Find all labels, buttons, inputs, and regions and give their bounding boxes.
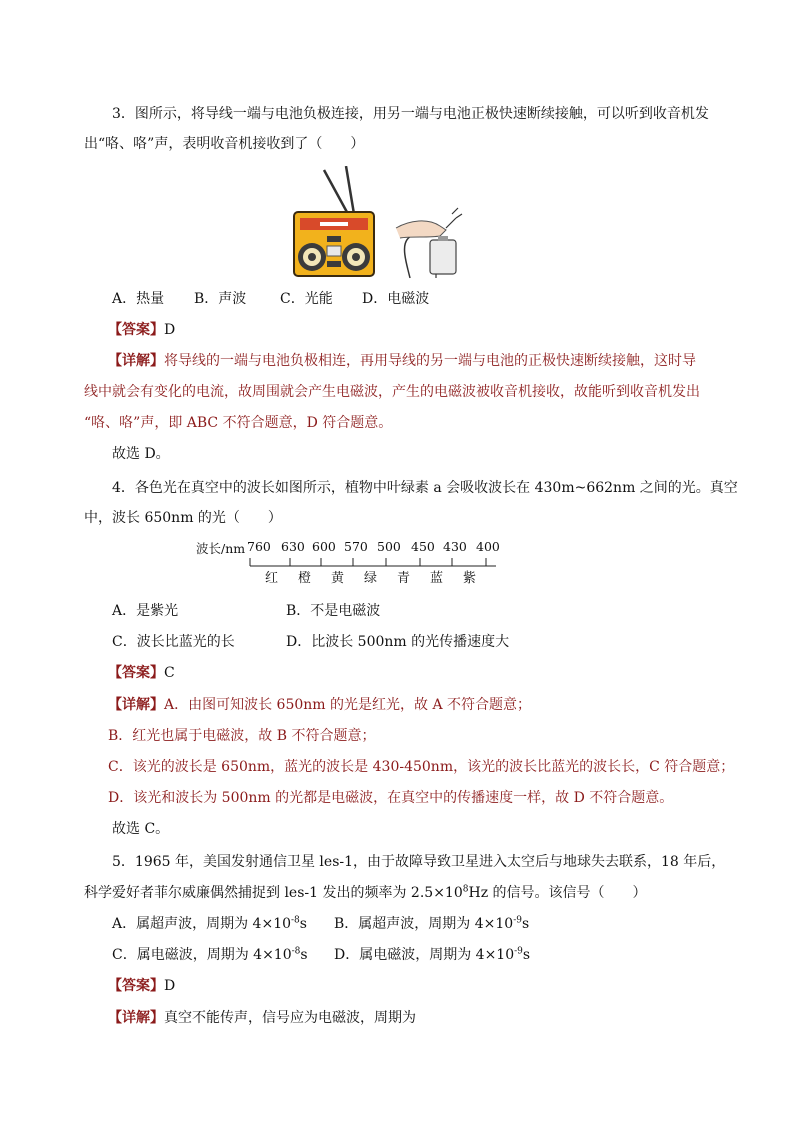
q4-detail-a xyxy=(108,695,531,715)
q4-option-b: B．不是电磁波 xyxy=(286,603,381,619)
radio-icon xyxy=(294,166,374,276)
detail-label: 【详解】 xyxy=(108,353,164,369)
answer-label: 【答案】 xyxy=(108,665,164,681)
q4-answer xyxy=(108,663,175,683)
q3-detail-line1 xyxy=(108,351,696,371)
q4-option-c: C．波长比蓝光的长 xyxy=(112,634,235,650)
wavelength-value: 450 xyxy=(411,539,435,554)
color-band-label: 紫 xyxy=(463,571,477,586)
wavelength-value: 500 xyxy=(377,539,401,554)
q3-option-d: D．电磁波 xyxy=(362,291,430,307)
q3-conclusion: 故选 D。 xyxy=(112,446,170,462)
wavelength-value: 760 xyxy=(247,539,271,554)
option-unit: s xyxy=(522,947,531,963)
q3-answer xyxy=(108,320,175,340)
option-text: C．属电磁波，周期为 4×10 xyxy=(112,947,292,963)
wavelength-axis-title: 波长/nm xyxy=(196,541,246,556)
detail-text: 真空不能传声，信号应为电磁波，周期为 xyxy=(164,1010,416,1026)
option-exponent: -9 xyxy=(513,915,522,926)
detail-label: 【详解】 xyxy=(108,1010,164,1026)
battery-icon xyxy=(396,208,462,278)
radio-battery-figure xyxy=(290,166,475,280)
q4-option-d: D．比波长 500nm 的光传播速度大 xyxy=(286,634,510,650)
detail-label: 【详解】 xyxy=(108,697,164,713)
wavelength-value: 570 xyxy=(344,539,368,554)
q3-option-a: A．热量 xyxy=(112,291,165,307)
q5-stem-line1: 5．1965 年，美国发射通信卫星 les-1，由于故障导致卫星进入太空后与地球失去联系，18 年后， xyxy=(112,854,726,870)
wavelength-value: 430 xyxy=(443,539,467,554)
q5-option-a xyxy=(112,914,307,934)
color-band-label: 绿 xyxy=(364,571,378,586)
q5-stem-text-end: Hz 的信号。该信号（ ） xyxy=(468,885,647,901)
option-exponent: -8 xyxy=(291,915,300,926)
option-unit: s xyxy=(299,916,307,932)
q3-stem-line1: 3．图所示，将导线一端与电池负极连接，用另一端与电池正极快速断续接触，可以听到收音机发 xyxy=(112,106,709,122)
q5-frequency-exponent: 8 xyxy=(462,884,469,895)
q5-option-b xyxy=(334,914,529,934)
q3-option-b: B．声波 xyxy=(194,291,247,307)
q4-option-a: A．是紫光 xyxy=(112,603,179,619)
option-exponent: -9 xyxy=(514,946,523,957)
option-text: A．属超声波，周期为 4×10 xyxy=(112,916,292,932)
answer-label: 【答案】 xyxy=(108,978,164,994)
q3-stem-line2: 出“咯、咯”声，表明收音机接收到了（ ） xyxy=(84,136,365,152)
option-unit: s xyxy=(521,916,530,932)
q5-stem-line2 xyxy=(84,883,647,903)
q4-stem-line1: 4．各色光在真空中的波长如图所示，植物中叶绿素 a 会吸收波长在 430m~662nm 之间的光。真空 xyxy=(112,480,738,496)
option-text: D．属电磁波，周期为 4×10 xyxy=(334,947,515,963)
detail-text: A．由图可知波长 650nm 的光是红光，故 A 不符合题意； xyxy=(164,697,532,713)
color-band-label: 红 xyxy=(265,571,279,586)
q4-detail-c: C．该光的波长是 650nm，蓝光的波长是 430-450nm，该光的波长比蓝光的波长长，C 符合题意； xyxy=(108,759,735,775)
q4-conclusion: 故选 C。 xyxy=(112,821,170,837)
q5-stem-text: 科学爱好者菲尔威廉偶然捕捉到 les-1 发出的频率为 2.5×10 xyxy=(84,885,463,901)
q4-stem-line2: 中，波长 650nm 的光（ ） xyxy=(84,510,282,526)
detail-text: 将导线的一端与电池负极相连，再用导线的另一端与电池的正极快速断续接触，这时导 xyxy=(164,353,696,369)
option-unit: s xyxy=(300,947,308,963)
q5-answer xyxy=(108,976,175,996)
option-text: B．属超声波，周期为 4×10 xyxy=(334,916,514,932)
answer-label: 【答案】 xyxy=(108,322,164,338)
answer-value: D xyxy=(164,978,176,994)
color-band-label: 橙 xyxy=(298,571,312,586)
q5-option-d xyxy=(334,945,530,965)
answer-value: D xyxy=(164,322,176,338)
q3-option-c: C．光能 xyxy=(280,291,333,307)
q5-option-c xyxy=(112,945,308,965)
wavelength-value: 630 xyxy=(281,539,305,554)
option-exponent: -8 xyxy=(291,946,301,957)
color-band-label: 青 xyxy=(397,571,411,586)
wavelength-value: 600 xyxy=(312,539,336,554)
q3-detail-line2: 线中就会有变化的电流，故周围就会产生电磁波，产生的电磁波被收音机接收，故能听到收音机发出 xyxy=(84,384,700,400)
q4-detail-d: D．该光和波长为 500nm 的光都是电磁波，在真空中的传播速度一样，故 D 不符合题意。 xyxy=(108,790,674,806)
wavelength-value: 400 xyxy=(476,539,500,554)
q3-detail-line3: “咯、咯”声，即 ABC 不符合题意，D 符合题意。 xyxy=(84,415,393,431)
q4-detail-b: B．红光也属于电磁波，故 B 不符合题意； xyxy=(108,728,376,744)
q5-detail-line1 xyxy=(108,1008,416,1028)
answer-value: C xyxy=(164,665,175,681)
color-band-label: 蓝 xyxy=(430,571,444,586)
color-band-label: 黄 xyxy=(331,571,345,586)
